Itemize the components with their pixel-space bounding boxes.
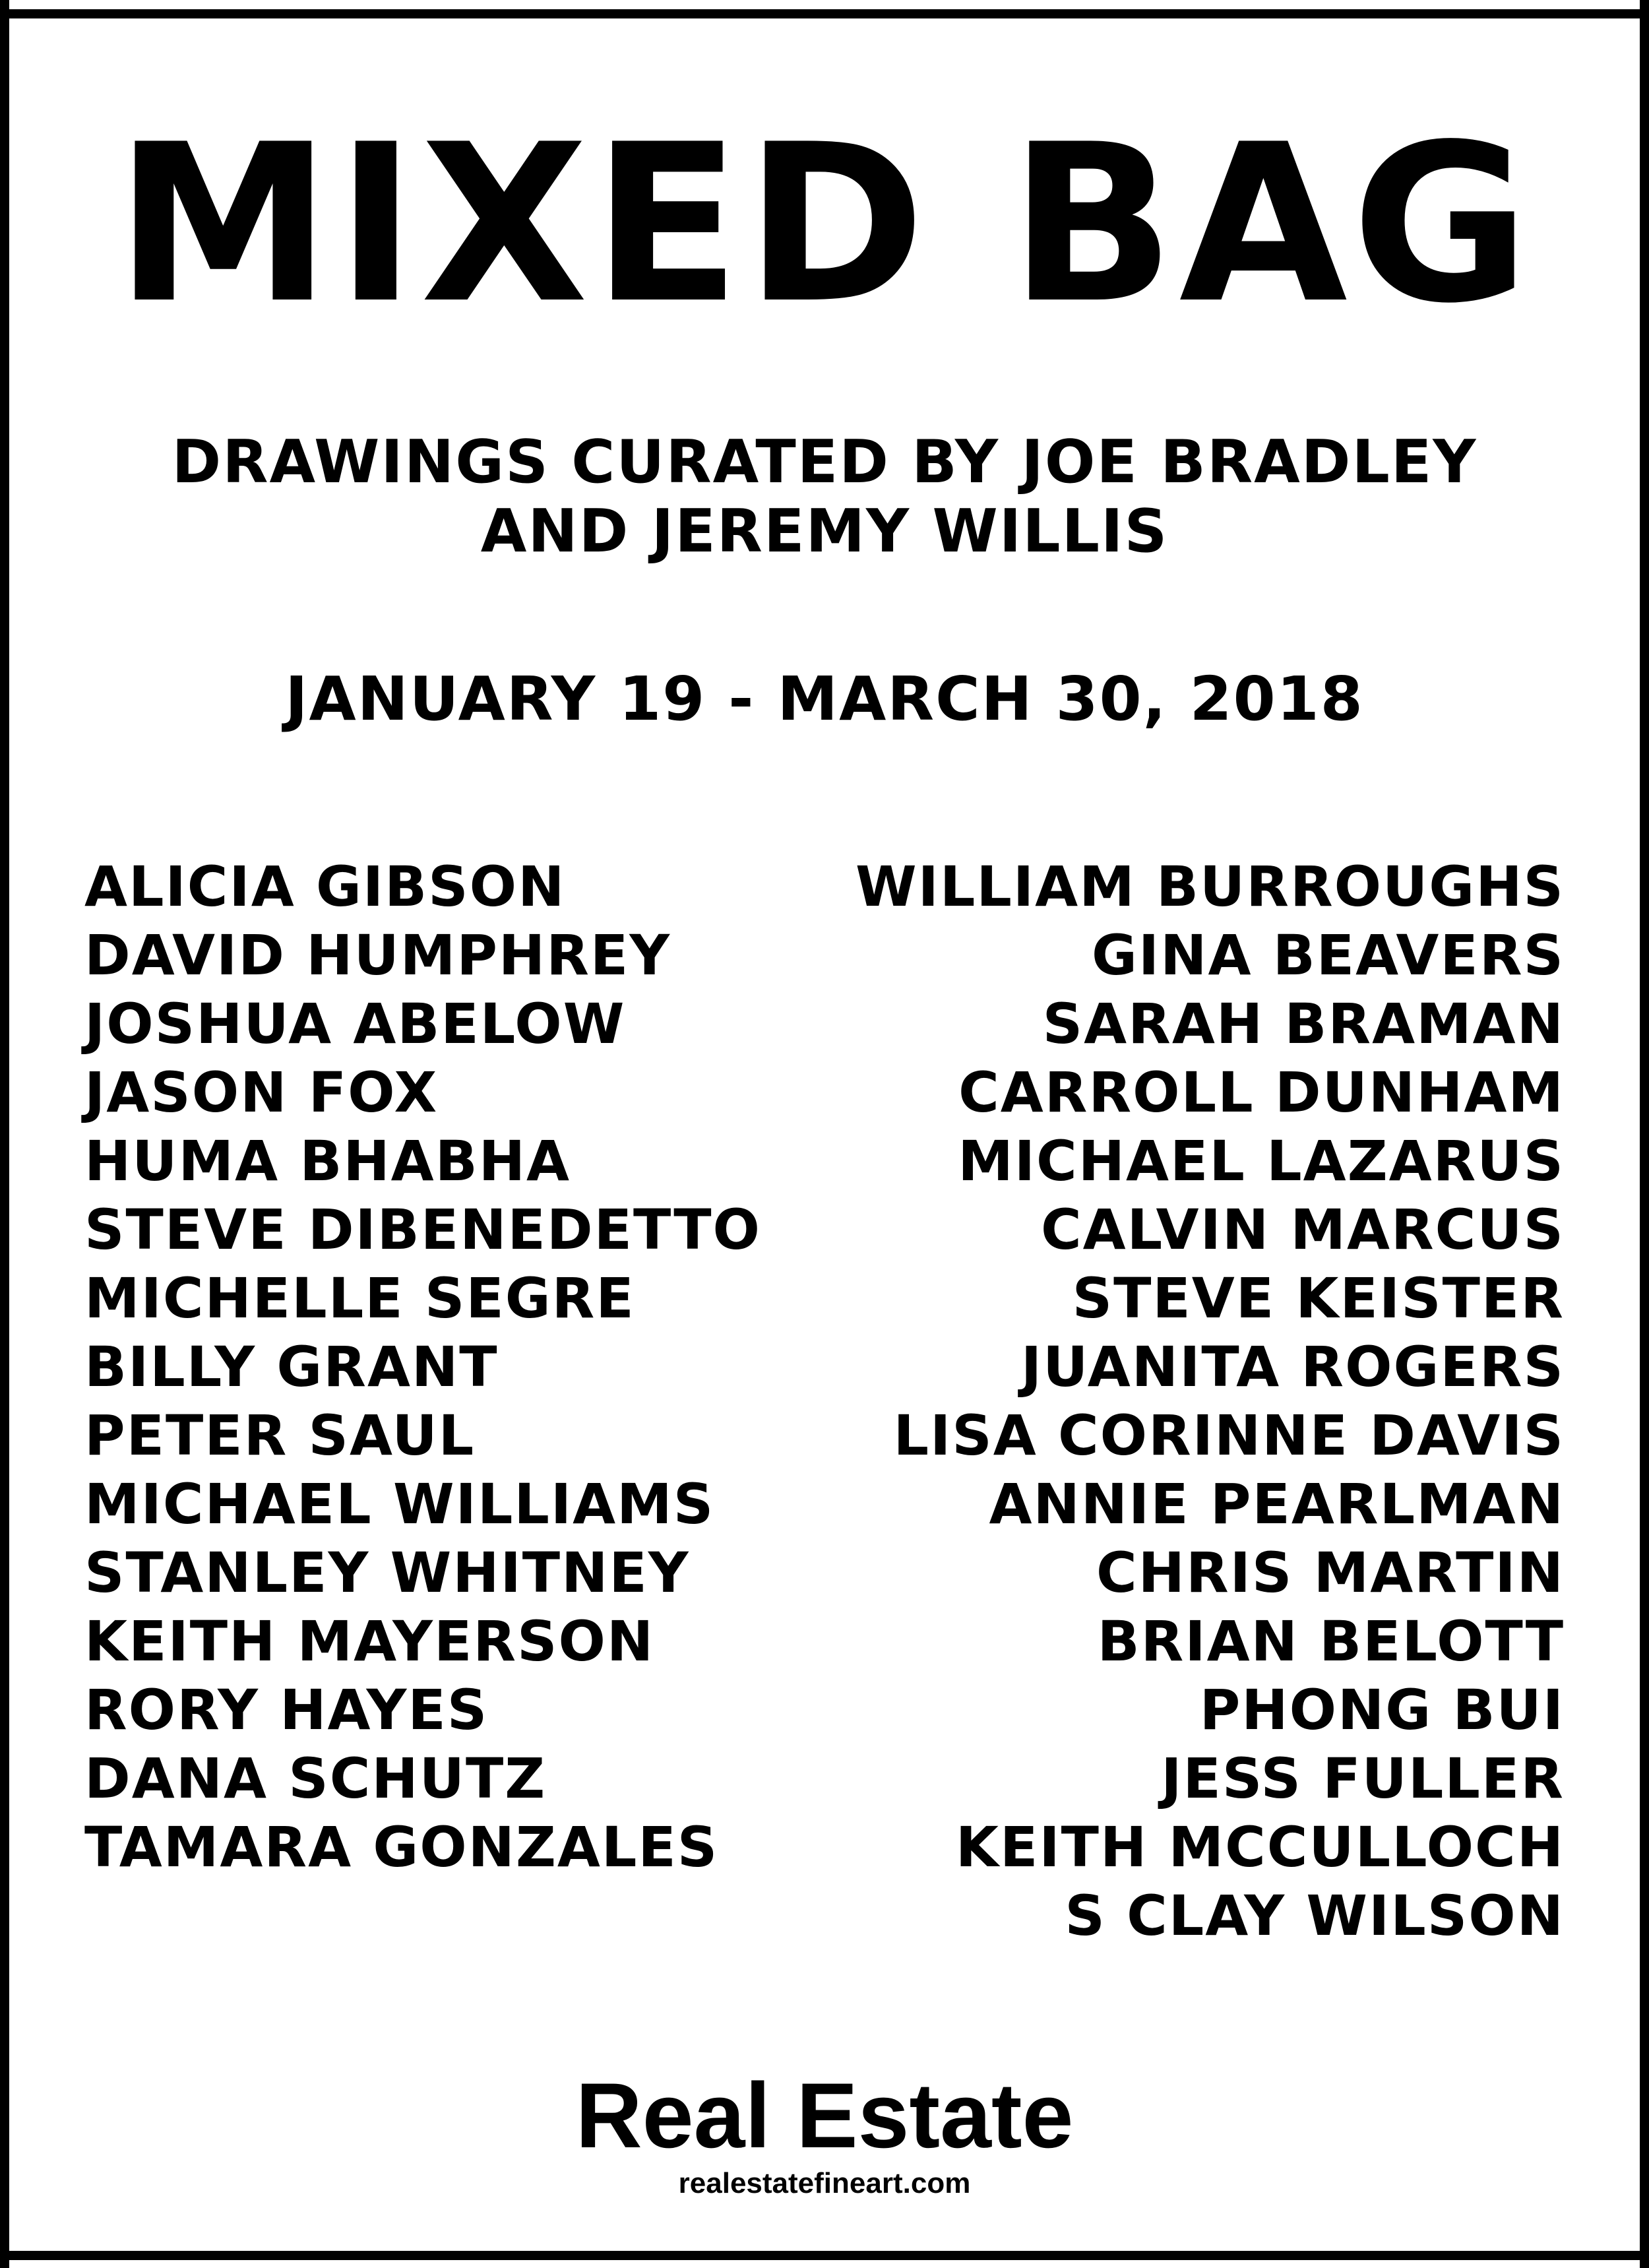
gallery-name: Real Estate <box>575 2063 1074 2167</box>
artist-name: BRIAN BELOTT <box>1097 1609 1565 1674</box>
curator-credit-line-2: AND JEREMY WILLIS <box>480 497 1169 566</box>
poster-title: MIXED BAG <box>115 98 1534 351</box>
artist-name: TAMARA GONZALES <box>84 1815 719 1879</box>
artist-name: S CLAY WILSON <box>1065 1883 1565 1948</box>
artist-name: CHRIS MARTIN <box>1096 1540 1565 1605</box>
artist-name: MICHAEL WILLIAMS <box>84 1472 715 1536</box>
artist-name: PETER SAUL <box>84 1403 476 1468</box>
artist-name: JESS FULLER <box>1161 1746 1565 1811</box>
artist-name: WILLIAM BURROUGHS <box>855 854 1565 919</box>
border-bottom <box>0 2251 1649 2260</box>
artist-name: JASON FOX <box>84 1060 439 1125</box>
curator-credit-line-1: DRAWINGS CURATED BY JOE BRADLEY <box>171 427 1478 497</box>
artist-name: ALICIA GIBSON <box>84 854 566 919</box>
artist-name: RORY HAYES <box>84 1678 489 1742</box>
artist-name: ANNIE PEARLMAN <box>989 1472 1565 1536</box>
border-top <box>0 9 1649 18</box>
artist-name: HUMA BHABHA <box>84 1129 571 1193</box>
artist-name: DANA SCHUTZ <box>84 1746 547 1811</box>
artist-name: LISA CORINNE DAVIS <box>893 1403 1565 1468</box>
artist-name: CALVIN MARCUS <box>1040 1197 1565 1262</box>
artist-name: JUANITA ROGERS <box>1020 1335 1565 1399</box>
curator-credit <box>0 427 1649 566</box>
artist-name: MICHELLE SEGRE <box>84 1266 635 1331</box>
artist-name: DAVID HUMPHREY <box>84 923 671 988</box>
artist-list-right <box>856 852 1565 1950</box>
artist-list-left <box>84 852 761 1881</box>
artist-name: JOSHUA ABELOW <box>84 992 626 1056</box>
artist-name: KEITH MCCULLOCH <box>955 1815 1565 1879</box>
artist-name: BILLY GRANT <box>84 1335 499 1399</box>
gallery-website: realestatefineart.com <box>678 2167 971 2199</box>
artist-name: KEITH MAYERSON <box>84 1609 655 1674</box>
artist-name: STANLEY WHITNEY <box>84 1540 690 1605</box>
artist-name: GINA BEAVERS <box>1091 923 1565 988</box>
artist-name: PHONG BUI <box>1199 1678 1565 1742</box>
artist-name: MICHAEL LAZARUS <box>958 1129 1565 1193</box>
exhibition-dates: JANUARY 19 - MARCH 30, 2018 <box>285 664 1364 734</box>
artist-name: SARAH BRAMAN <box>1042 992 1565 1056</box>
artist-name: STEVE KEISTER <box>1072 1266 1565 1331</box>
artist-name: CARROLL DUNHAM <box>958 1060 1565 1125</box>
artist-name: STEVE DIBENEDETTO <box>84 1197 761 1262</box>
